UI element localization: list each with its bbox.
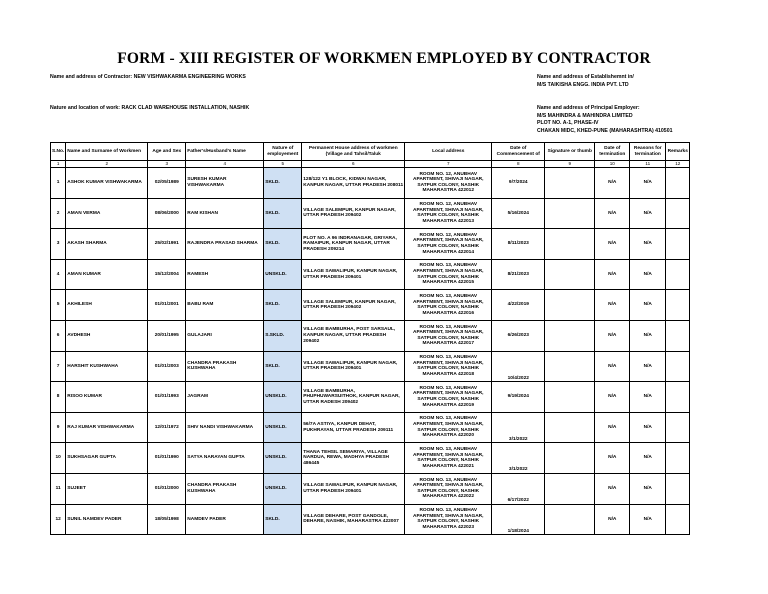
row-reason: N/A bbox=[630, 168, 666, 199]
table-row bbox=[51, 473, 690, 504]
row-reason: N/A bbox=[630, 320, 666, 351]
row-local-address: ROOM NO. 13, ANUBHAV APARTMENT, SHIVAJI NAGAR, SATPUR COLONY, NASHIK MAHARASTRA 422015 bbox=[405, 259, 492, 290]
row-permanent-address: 56/7A ASTIYA, KANPUR DEHAT, PUKHRAYAN, UTTAR PRADESH 209111 bbox=[302, 412, 405, 443]
row-local-address: ROOM NO. 13, ANUBHAV APARTMENT, SHIVAJI NAGAR, SATPUR COLONY, NASHIK MAHARASTRA 422022 bbox=[405, 473, 492, 504]
row-father-name: SHIV NANDI VISHWAKARMA bbox=[186, 412, 264, 443]
header-remarks: Remarks bbox=[666, 143, 690, 161]
row-date-commencement: 8/21/2023 bbox=[492, 259, 545, 290]
row-father-name: CHANDRA PRAKASH KUSHWAHA bbox=[186, 473, 264, 504]
row-age-sex: 01/01/2003 bbox=[148, 351, 186, 382]
column-number: 9 bbox=[545, 161, 595, 168]
row-age-sex: 01/01/2000 bbox=[148, 473, 186, 504]
row-remarks bbox=[666, 320, 690, 351]
row-name: AVDHESH bbox=[66, 320, 148, 351]
column-number: 1 bbox=[51, 161, 66, 168]
table-row bbox=[51, 320, 690, 351]
row-signature bbox=[545, 198, 595, 229]
row-nature: UNSKLD. bbox=[264, 443, 302, 474]
row-nature: S.SKLD. bbox=[264, 320, 302, 351]
row-name: RAJ KUMAR VISHWAKARMA bbox=[66, 412, 148, 443]
row-age-sex: 01/01/2001 bbox=[148, 290, 186, 321]
row-date-termination: N/A bbox=[595, 259, 630, 290]
register-table bbox=[50, 142, 690, 535]
row-local-address: ROOM NO. 13, ANUBHAV APARTMENT, SHIVAJI NAGAR, SATPUR COLONY, NASHIK MAHARASTRA 422021 bbox=[405, 443, 492, 474]
row-nature: SKLD. bbox=[264, 168, 302, 199]
row-name: AKHILESH bbox=[66, 290, 148, 321]
row-local-address: ROOM NO. 13, ANUBHAV APARTMENT, SHIVAJI NAGAR, SATPUR COLONY, NASHIK MAHARASTRA 422017 bbox=[405, 320, 492, 351]
row-reason: N/A bbox=[630, 290, 666, 321]
row-father-name: CHANDRA PRAKASH KUSHWAHA bbox=[186, 351, 264, 382]
row-local-address: ROOM NO. 13, ANUBHAV APARTMENT, SHIVAJI NAGAR, SATPUR COLONY, NASHIK MAHARASTRA 422018 bbox=[405, 351, 492, 382]
row-date-commencement: 4/22/2019 bbox=[492, 290, 545, 321]
row-date-termination: N/A bbox=[595, 229, 630, 260]
table-row bbox=[51, 443, 690, 474]
row-remarks bbox=[666, 351, 690, 382]
row-permanent-address: VILLAGE BAMBURHA, POST SARSAUL, KANPUR NAGAR, UTTAR PRADESH 209402 bbox=[302, 320, 405, 351]
row-date-commencement: 10/4/2022 bbox=[492, 351, 545, 382]
row-date-termination: N/A bbox=[595, 290, 630, 321]
row-signature bbox=[545, 504, 595, 535]
row-name: HARSHIT KUSHWAHA bbox=[66, 351, 148, 382]
row-sno: 7 bbox=[51, 351, 66, 382]
header-row bbox=[51, 143, 690, 161]
row-sno: 4 bbox=[51, 259, 66, 290]
row-remarks bbox=[666, 504, 690, 535]
row-local-address: ROOM NO. 13, ANUBHAV APARTMENT, SHIVAJI NAGAR, SATPUR COLONY, NASHIK MAHARASTRA 422019 bbox=[405, 382, 492, 413]
row-signature bbox=[545, 229, 595, 260]
header-date-termination: Date of termination bbox=[595, 143, 630, 161]
row-name: AMAN KUMAR bbox=[66, 259, 148, 290]
row-father-name: BABU RAM bbox=[186, 290, 264, 321]
row-date-termination: N/A bbox=[595, 504, 630, 535]
row-nature: SKLD. bbox=[264, 229, 302, 260]
row-date-commencement: 3/1/2022 bbox=[492, 412, 545, 443]
work-label: Nature and location of work: RACK CLAD WAREHOUSE INSTALLATION, NASHIK bbox=[50, 105, 250, 111]
row-permanent-address: THANA TEHSIL SEMARIYA, VILLAGE NARDUA, REWA, MADHYA PRADESH 486445 bbox=[302, 443, 405, 474]
row-father-name: RAJENDRA PRASAD SHARMA bbox=[186, 229, 264, 260]
table-row bbox=[51, 504, 690, 535]
row-name: AMAN VERMA bbox=[66, 198, 148, 229]
row-age-sex: 25/02/1991 bbox=[148, 229, 186, 260]
row-permanent-address: VILLAGE BAMBURHA, PHUPHUWARSUITHOK, KANPUR NAGAR, UTTAR RADESH 209402 bbox=[302, 382, 405, 413]
row-date-termination: N/A bbox=[595, 412, 630, 443]
row-remarks bbox=[666, 473, 690, 504]
row-reason: N/A bbox=[630, 504, 666, 535]
principal-line-3: CHAKAN MIDC, KHED-PUNE (MAHARASHTRA) 410501 bbox=[537, 127, 673, 134]
row-reason: N/A bbox=[630, 443, 666, 474]
row-signature bbox=[545, 168, 595, 199]
row-sno: 11 bbox=[51, 473, 66, 504]
column-number: 11 bbox=[630, 161, 666, 168]
row-local-address: ROOM NO. 13, ANUBHAV APARTMENT, SHIVAJI NAGAR, SATPUR COLONY, NASHIK MAHARASTRA 422020 bbox=[405, 412, 492, 443]
row-signature bbox=[545, 290, 595, 321]
row-nature: SKLD. bbox=[264, 290, 302, 321]
column-number: 4 bbox=[186, 161, 264, 168]
row-remarks bbox=[666, 168, 690, 199]
row-father-name: SATYA NARAYAN GUPTA bbox=[186, 443, 264, 474]
column-number: 2 bbox=[66, 161, 148, 168]
row-permanent-address: VILLAGE SAWALIPUR, KANPUR NAGAR, UTTAR PRADESH 209401 bbox=[302, 351, 405, 382]
row-date-termination: N/A bbox=[595, 473, 630, 504]
row-permanent-address: VILLAGE DEHARE, POST GANDOLE, DEHARE, NASHIK, MAHARASTRA 422007 bbox=[302, 504, 405, 535]
row-name: SUJEET bbox=[66, 473, 148, 504]
row-permanent-address: PLOT NO. A 96 INDRANAGAR, GRIYARA, RAMAIPUR, KANPUR NAGAR, UTTAR PRADESH 209214 bbox=[302, 229, 405, 260]
column-number: 12 bbox=[666, 161, 690, 168]
row-local-address: ROOM NO. 12, ANUBHAV APARTMENT, SHIVAJI NAGAR, SATPUR COLONY, NASHIK MAHARASTRA 422012 bbox=[405, 168, 492, 199]
row-name: ASHOK KUMAR VISHWAKARMA bbox=[66, 168, 148, 199]
row-father-name: NAMDEV PADER bbox=[186, 504, 264, 535]
establishment-name: M/S TAIKISHA ENGG. INDIA PVT. LTD bbox=[537, 81, 629, 88]
table-row bbox=[51, 382, 690, 413]
row-sno: 10 bbox=[51, 443, 66, 474]
row-reason: N/A bbox=[630, 382, 666, 413]
row-date-termination: N/A bbox=[595, 382, 630, 413]
row-age-sex: 02/05/1989 bbox=[148, 168, 186, 199]
row-name: AKASH SHARMA bbox=[66, 229, 148, 260]
row-date-termination: N/A bbox=[595, 198, 630, 229]
row-sno: 9 bbox=[51, 412, 66, 443]
row-nature: UNSKLD. bbox=[264, 473, 302, 504]
establishment-block bbox=[537, 74, 634, 89]
principal-line-1: M/S MAHINDRA & MAHINDRA LIMITED bbox=[537, 112, 633, 119]
column-number: 3 bbox=[148, 161, 186, 168]
row-signature bbox=[545, 473, 595, 504]
column-number-row bbox=[51, 161, 690, 168]
row-local-address: ROOM NO. 13, ANUBHAV APARTMENT, SHIVAJI NAGAR, SATPUR COLONY, NASHIK MAHARASTRA 422023 bbox=[405, 504, 492, 535]
row-signature bbox=[545, 382, 595, 413]
form-title: FORM - XIII REGISTER OF WORKMEN EMPLOYED BY CONTRACTOR bbox=[117, 50, 651, 67]
row-name: SUNIL NAMDEV PADER bbox=[66, 504, 148, 535]
header-nature: Nature of employement bbox=[264, 143, 302, 161]
row-date-commencement: 6/26/2023 bbox=[492, 320, 545, 351]
row-father-name: RAM KISHAN bbox=[186, 198, 264, 229]
row-nature: SKLD. bbox=[264, 504, 302, 535]
row-reason: N/A bbox=[630, 473, 666, 504]
row-remarks bbox=[666, 198, 690, 229]
table-row bbox=[51, 168, 690, 199]
row-reason: N/A bbox=[630, 259, 666, 290]
row-reason: N/A bbox=[630, 198, 666, 229]
table-row bbox=[51, 412, 690, 443]
row-local-address: ROOM NO. 13, ANUBHAV APARTMENT, SHIVAJI NAGAR, SATPUR COLONY, NASHIK MAHARASTRA 422016 bbox=[405, 290, 492, 321]
row-date-commencement: 6/17/2022 bbox=[492, 473, 545, 504]
row-permanent-address: VILLAGE SALEMPUR, KANPUR NAGAR, UTTAR PRADESH 209402 bbox=[302, 290, 405, 321]
establishment-heading: Name and address of Establishemnt in/ bbox=[537, 74, 634, 80]
row-nature: SKLD. bbox=[264, 351, 302, 382]
contractor-label: Name and address of Contractor: NEW VISHWAKARMA ENGINEERING WORKS bbox=[50, 74, 246, 80]
row-date-termination: N/A bbox=[595, 168, 630, 199]
row-father-name: GULAJARI bbox=[186, 320, 264, 351]
row-remarks bbox=[666, 412, 690, 443]
header-father: Father's/Husband's Name bbox=[186, 143, 264, 161]
row-father-name: RAMESH bbox=[186, 259, 264, 290]
row-sno: 3 bbox=[51, 229, 66, 260]
row-local-address: ROOM NO. 12, ANUBHAV APARTMENT, SHIVAJI NAGAR, SATPUR COLONY, NASHIK MAHARASTRA 422013 bbox=[405, 198, 492, 229]
row-signature bbox=[545, 320, 595, 351]
column-number: 7 bbox=[405, 161, 492, 168]
principal-heading: Name and address of Principal Employer: bbox=[537, 105, 640, 111]
row-father-name: SURESH KUMAR VISHWAKARMA bbox=[186, 168, 264, 199]
column-number: 6 bbox=[302, 161, 405, 168]
row-age-sex: 15/12/2004 bbox=[148, 259, 186, 290]
table-row bbox=[51, 229, 690, 260]
row-remarks bbox=[666, 229, 690, 260]
header-signature: Signature or thumb bbox=[545, 143, 595, 161]
row-signature bbox=[545, 412, 595, 443]
row-sno: 6 bbox=[51, 320, 66, 351]
row-remarks bbox=[666, 382, 690, 413]
principal-employer-block bbox=[537, 105, 672, 135]
table-row bbox=[51, 259, 690, 290]
header-permanent-address: Permanent House address of workmen (Village and Tahsil/Taluk bbox=[302, 143, 405, 161]
table-row bbox=[51, 351, 690, 382]
row-reason: N/A bbox=[630, 229, 666, 260]
row-date-termination: N/A bbox=[595, 320, 630, 351]
column-number: 8 bbox=[492, 161, 545, 168]
row-age-sex: 12/01/1972 bbox=[148, 412, 186, 443]
row-date-termination: N/A bbox=[595, 351, 630, 382]
row-date-commencement: 9/19/2024 bbox=[492, 382, 545, 413]
row-date-termination: N/A bbox=[595, 443, 630, 474]
row-date-commencement: 9/7/2024 bbox=[492, 168, 545, 199]
row-remarks bbox=[666, 290, 690, 321]
header-age: Age and Sex bbox=[148, 143, 186, 161]
row-signature bbox=[545, 443, 595, 474]
row-remarks bbox=[666, 443, 690, 474]
row-nature: SKLD. bbox=[264, 198, 302, 229]
row-age-sex: 18/05/1998 bbox=[148, 504, 186, 535]
row-date-commencement: 1/18/2024 bbox=[492, 504, 545, 535]
row-permanent-address: VILLAGE SAWALIPUR, KANPUR NAGAR, UTTAR PRADESH 209401 bbox=[302, 259, 405, 290]
row-age-sex: 08/06/2000 bbox=[148, 198, 186, 229]
row-reason: N/A bbox=[630, 412, 666, 443]
row-name: SUKHSAGAR GUPTA bbox=[66, 443, 148, 474]
row-local-address: ROOM NO. 12, ANUBHAV APARTMENT, SHIVAJI NAGAR, SATPUR COLONY, NASHIK MAHARASTRA 422014 bbox=[405, 229, 492, 260]
header-date-commencement: Date of Commencement of bbox=[492, 143, 545, 161]
row-age-sex: 01/01/1990 bbox=[148, 443, 186, 474]
row-sno: 12 bbox=[51, 504, 66, 535]
row-remarks bbox=[666, 259, 690, 290]
header-local-address: Local address bbox=[405, 143, 492, 161]
row-sno: 2 bbox=[51, 198, 66, 229]
row-permanent-address: 128/122 Y1 BLOCK, KIDWAI NAGAR, KANPUR NAGAR, UTTAR PRADESH 208011 bbox=[302, 168, 405, 199]
header-sno: S.No. bbox=[51, 143, 66, 161]
principal-line-2: PLOT NO. A-1, PHASE-IV bbox=[537, 120, 599, 126]
row-sno: 8 bbox=[51, 382, 66, 413]
table-row bbox=[51, 198, 690, 229]
header-name: Name and Surname of Workmen bbox=[66, 143, 148, 161]
row-age-sex: 01/01/1993 bbox=[148, 382, 186, 413]
column-number: 10 bbox=[595, 161, 630, 168]
row-signature bbox=[545, 351, 595, 382]
row-sno: 5 bbox=[51, 290, 66, 321]
row-nature: UNSKLD. bbox=[264, 412, 302, 443]
row-nature: UNSKLD. bbox=[264, 259, 302, 290]
row-permanent-address: VILLAGE SALEMPUR, KANPUR NAGAR, UTTAR PRADESH 209402 bbox=[302, 198, 405, 229]
row-date-commencement: 8/11/2023 bbox=[492, 229, 545, 260]
row-reason: N/A bbox=[630, 351, 666, 382]
row-permanent-address: VILLAGE SAWALIPUR, KANPUR NAGAR, UTTAR PRADESH 209401 bbox=[302, 473, 405, 504]
row-sno: 1 bbox=[51, 168, 66, 199]
table-row bbox=[51, 290, 690, 321]
row-name: RISOO KUMAR bbox=[66, 382, 148, 413]
header-reason: Reasons for termination bbox=[630, 143, 666, 161]
row-date-commencement: 5/16/2024 bbox=[492, 198, 545, 229]
row-father-name: JAGRAM bbox=[186, 382, 264, 413]
row-age-sex: 20/01/1995 bbox=[148, 320, 186, 351]
row-date-commencement: 3/1/2022 bbox=[492, 443, 545, 474]
row-nature: UNSKLD. bbox=[264, 382, 302, 413]
column-number: 5 bbox=[264, 161, 302, 168]
row-signature bbox=[545, 259, 595, 290]
